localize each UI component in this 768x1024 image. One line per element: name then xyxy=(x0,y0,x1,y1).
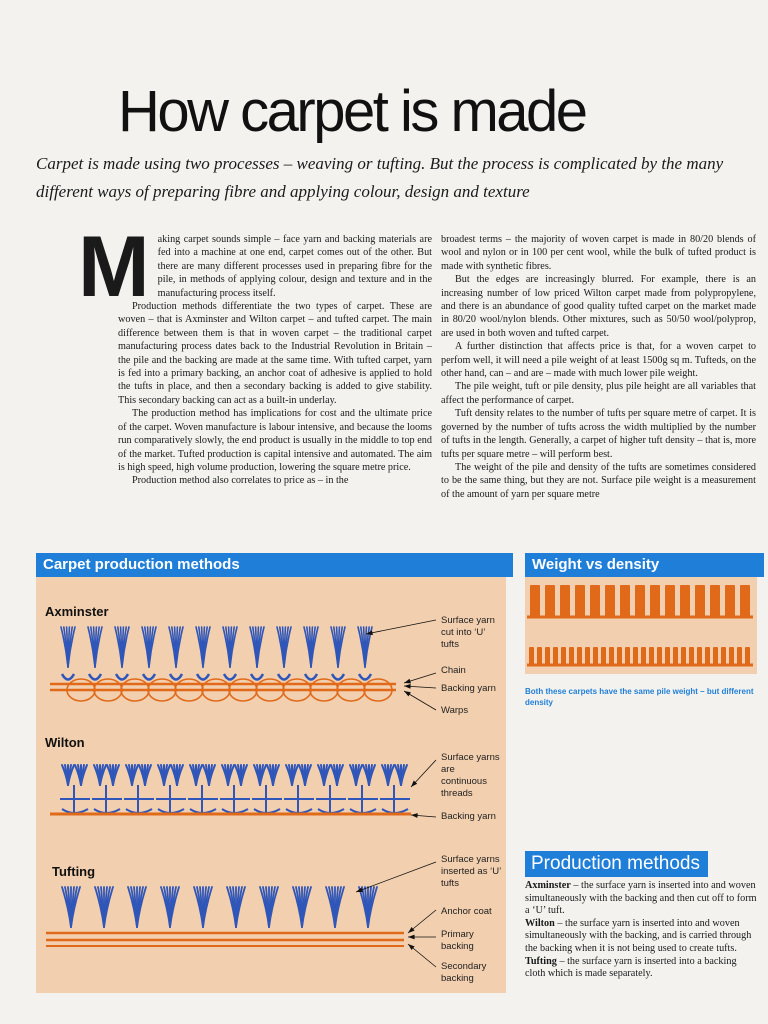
body-paragraph: Production method also correlates to price as – in the xyxy=(132,475,349,487)
method-item xyxy=(525,956,757,981)
callout-leader-line xyxy=(356,862,436,892)
pile-tuft-low-density xyxy=(605,585,615,617)
axminster-tuft-base xyxy=(143,674,155,680)
pile-tuft-high-density xyxy=(673,647,678,665)
pile-tuft-low-density xyxy=(710,585,720,617)
pile-tuft-high-density xyxy=(729,647,734,665)
axminster-label: Axminster xyxy=(45,604,109,619)
pile-tuft-low-density xyxy=(590,585,600,617)
callout-backing-yarn: Backing yarn xyxy=(441,683,496,694)
pile-tuft-high-density xyxy=(705,647,710,665)
method-item xyxy=(525,880,757,918)
pile-tuft-high-density xyxy=(633,647,638,665)
callout-leader-line xyxy=(366,620,436,634)
methods-panel-heading: Carpet production methods xyxy=(36,553,513,577)
pile-tuft-high-density xyxy=(625,647,630,665)
wilton-label: Wilton xyxy=(45,735,85,750)
method-item xyxy=(525,918,757,956)
pile-tuft-high-density xyxy=(601,647,606,665)
pile-tuft-high-density xyxy=(681,647,686,665)
production-methods-list xyxy=(525,880,757,981)
pile-tuft-low-density xyxy=(680,585,690,617)
method-term: Tufting xyxy=(525,955,557,967)
body-paragraph: The pile weight, tuft or pile density, plus pile height are all variables that affect the performance of carpet. xyxy=(441,381,756,406)
tufting-label: Tufting xyxy=(52,864,96,879)
callout-arrowhead xyxy=(411,813,418,818)
callout-u-tufts: Surface yarns inserted as ‘U’ tufts xyxy=(441,854,501,889)
body-paragraph: Production methods differentiate the two types of carpet. These are woven – that is Axminster and Wilton carpet – and tufted carpet. The main difference between them is that in woven carpet – the traditional carpet manufacturing process dates back to the Industrial Revolution in Britain – the pile and the backing are made at the same time. With tufted carpet, yarn is fed into a primary backing, an anchor coat of adhesive is applied to hold the tufts in place, and then a secondary backing is added to give stability. This secondary backing can act as a built-in underlay. xyxy=(118,301,432,406)
method-text: – the surface yarn is inserted into and woven simultaneously with the backing, and is carried through the backing when it is not being used to create tufts. xyxy=(525,917,752,954)
standfirst: Carpet is made using two processes – weaving or tufting. But the process is complicated by the many different ways of preparing fibre and applying colour, design and texture xyxy=(36,154,724,201)
callout-wilton-backing-yarn: Backing yarn xyxy=(441,811,496,822)
callout-arrowhead xyxy=(404,691,411,696)
callout-arrowhead xyxy=(366,630,373,635)
body-paragraph: A further distinction that affects price is that, for a woven carpet to perfom well, it will need a pile weight of at least 1500g sq m. Tufteds, on the other hand, can – and are – made with much lower pile weight. xyxy=(441,341,756,380)
production-methods-heading: Production methods xyxy=(525,851,708,877)
callout-arrowhead xyxy=(404,684,411,689)
axminster-tuft-base xyxy=(278,674,290,680)
pile-tuft-high-density xyxy=(561,647,566,665)
weight-density-graphic xyxy=(525,577,757,674)
callout-arrowhead xyxy=(404,679,411,684)
body-paragraph: aking carpet sounds simple – face yarn and backing materials are fed into a machine at one end, carpet comes out of the other. But there are many different processes used in preparing fibre for the pile, in methods of applying colour, design and texture and in the manufacturing process itself. xyxy=(157,234,432,299)
pile-tuft-high-density xyxy=(657,647,662,665)
axminster-tuft-base xyxy=(116,674,128,680)
callout-arrowhead xyxy=(408,935,415,940)
pile-tuft-high-density xyxy=(697,647,702,665)
axminster-tuft-base xyxy=(332,674,344,680)
diagram-illustration xyxy=(36,577,506,993)
pile-tuft-high-density xyxy=(545,647,550,665)
pile-tuft-high-density xyxy=(593,647,598,665)
body-paragraph: broadest terms – the majority of woven carpet is made in 80/20 blends of wool and nylon or in 100 per cent wool, while the bulk of tufted product is made with synthetic fibres. xyxy=(441,234,756,272)
method-term: Wilton xyxy=(525,917,555,929)
weight-panel-heading: Weight vs density xyxy=(525,553,764,577)
pile-tuft-high-density xyxy=(689,647,694,665)
page-title: How carpet is made xyxy=(118,79,586,144)
pile-tuft-high-density xyxy=(745,647,750,665)
axminster-tuft-base xyxy=(251,674,263,680)
pile-tuft-high-density xyxy=(721,647,726,665)
callout-warps: Warps xyxy=(441,705,469,716)
axminster-tuft-base xyxy=(197,674,209,680)
weight-density-illustration xyxy=(525,577,757,674)
pile-tuft-high-density xyxy=(585,647,590,665)
pile-tuft-high-density xyxy=(609,647,614,665)
pile-tuft-high-density xyxy=(577,647,582,665)
body-paragraph: But the edges are increasingly blurred. For example, there is an increasing number of low priced Wilton carpet made from polypropylene, and there is an abundance of good quality tufted carpet on the market made in 80/20 wool/nylon blends. Other mixtures, such as 50/50 wool/polyprop, are used in both woven and tufted carpet. xyxy=(441,274,756,339)
pile-tuft-low-density xyxy=(530,585,540,617)
axminster-tuft-base xyxy=(224,674,236,680)
axminster-tuft-base xyxy=(305,674,317,680)
callout-anchor-coat: Anchor coat xyxy=(441,906,492,917)
callout-surface-yarn: Surface yarn cut into ‘U’ tufts xyxy=(441,615,495,650)
callout-continuous-threads: Surface yarns are continuous threads xyxy=(441,752,500,799)
callout-chain: Chain xyxy=(441,665,466,676)
pile-tuft-high-density xyxy=(529,647,534,665)
pile-tuft-low-density xyxy=(695,585,705,617)
pile-tuft-high-density xyxy=(649,647,654,665)
callout-primary-backing: Primary backing xyxy=(441,929,474,952)
method-term: Axminster xyxy=(525,880,571,891)
pile-tuft-low-density xyxy=(740,585,750,617)
body-column-right xyxy=(441,233,756,501)
pile-tuft-low-density xyxy=(650,585,660,617)
axminster-tuft-base xyxy=(89,674,101,680)
pile-tuft-high-density xyxy=(641,647,646,665)
pile-tuft-low-density xyxy=(620,585,630,617)
drop-cap: M xyxy=(78,219,150,315)
body-paragraph: The weight of the pile and density of the tufts are sometimes considered to be the same thing, but they are not. Surface pile weight is a measurement of the amount of yarn per square metre xyxy=(441,461,756,500)
production-methods-diagram xyxy=(36,577,506,993)
axminster-tuft-base xyxy=(62,674,74,680)
body-paragraph: Tuft density relates to the number of tufts per square metre of carpet. It is governed by the number of tufts across the width multiplied by the number of tufts in the length. Generally, a carpet of higher tuft density – that is, more tufts per square metre – will perform best. xyxy=(441,408,756,460)
pile-tuft-high-density xyxy=(569,647,574,665)
pile-tuft-high-density xyxy=(617,647,622,665)
method-text: – the surface yarn is inserted into and woven simultaneously with the backing and then cut off to form a ‘U’ tuft. xyxy=(525,880,757,917)
pile-tuft-high-density xyxy=(737,647,742,665)
pile-tuft-low-density xyxy=(560,585,570,617)
weight-caption: Both these carpets have the same pile weight – but different density xyxy=(525,687,754,707)
pile-tuft-low-density xyxy=(665,585,675,617)
pile-tuft-low-density xyxy=(635,585,645,617)
method-text: – the surface yarn is inserted into a backing cloth which is made separately. xyxy=(525,955,737,980)
axminster-tuft-base xyxy=(170,674,182,680)
pile-tuft-high-density xyxy=(537,647,542,665)
body-paragraph: The production method has implications for cost and the ultimate price of the carpet. Woven manufacture is labour intensive, and because the looms run comparatively slowly, the end product is usually in the middle to top end of the market. Tufted production is capital intensive and automated. The aim is high speed, high volume production, lowering the square metre price. xyxy=(118,408,432,473)
body-column-left xyxy=(78,219,432,488)
pile-tuft-low-density xyxy=(575,585,585,617)
pile-tuft-low-density xyxy=(545,585,555,617)
callout-secondary-backing: Secondary backing xyxy=(441,961,487,984)
pile-tuft-high-density xyxy=(713,647,718,665)
pile-tuft-high-density xyxy=(665,647,670,665)
pile-tuft-low-density xyxy=(725,585,735,617)
pile-tuft-high-density xyxy=(553,647,558,665)
axminster-tuft-base xyxy=(359,674,371,680)
